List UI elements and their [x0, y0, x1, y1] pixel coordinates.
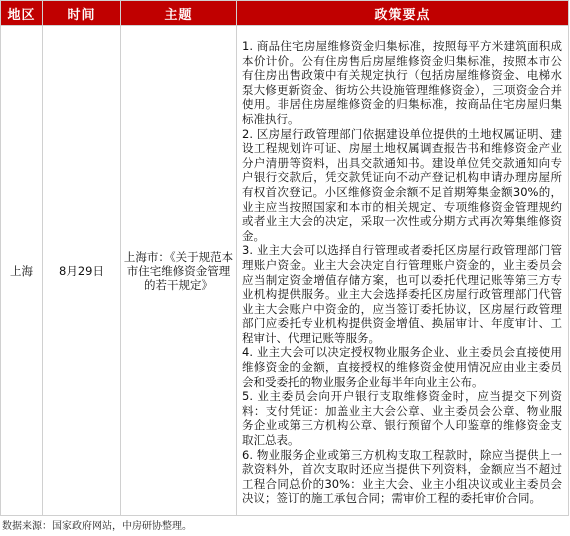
policy-point-3: 3. 业主大会可以选择自行管理或者委托区房屋行政管理部门管理账户资金。业主大会决定自行管理账户资金的，业主委员会应当制定资金增值存储方案，也可以委托代理记账等第三方专业机构提供服务。业主大会选择委托区房屋行政管理部门代管业主大会账户中资金的，应当签订委托协议，区房屋行政管理部门应委托专业机构提供资金增值、换届审计、年度审计、工程审计、代理记账等服务。	[242, 243, 562, 345]
header-points: 政策要点	[237, 1, 569, 26]
header-region: 地区	[1, 1, 43, 26]
cell-region: 上海	[1, 26, 43, 516]
cell-date: 8月29日	[43, 26, 121, 516]
header-date: 时间	[43, 1, 121, 26]
policy-point-6: 6. 物业服务企业或第三方机构支取工程款时，除应当提供上一款资料外，首次支取时还应当提供下列资料，金额应当不超过工程合同总价的30%：业主大会、业主小组决议或业主委员会决议；签订的施工承包合同；需审价工程的委托审价合同。	[242, 447, 562, 506]
policy-point-4: 4. 业主大会可以决定授权物业服务企业、业主委员会直接使用维修资金的金额，直接授权的维修资金使用情况应由业主委员会和受委托的物业服务企业每半年向业主公布。	[242, 345, 562, 389]
header-topic: 主题	[121, 1, 237, 26]
policy-point-2: 2. 区房屋行政管理部门依据建设单位提供的土地权属证明、建设工程规划许可证、房屋土地权属调查报告书和维修资金产业分户清册等资料，出具交款通知书。建设单位凭交款通知向专户银行交款后，凭交款凭证向不动产登记机构申请办理房屋所有权首次登记。小区维修资金余额不足首期筹集金额30%的，业主应当按照国家和本市的相关规定、专项维修资金管理规约或者业主大会的决定，采取一次性或分期方式再次筹集维修资金。	[242, 126, 562, 243]
table-row	[1, 26, 569, 516]
policy-point-5: 5. 业主委员会向开户银行支取维修资金时，应当提交下列资料：支付凭证：加盖业主大会公章、业主委员会公章、物业服务企业或第三方机构公章、银行预留个人印鉴章的维修资金支取汇总表。	[242, 389, 562, 448]
cell-topic: 上海市：《关于规范本市住宅维修资金管理的若干规定》	[121, 26, 237, 516]
source-note: 数据来源：国家政府网站，中房研协整理。	[2, 521, 192, 532]
cell-policy-points	[237, 26, 569, 516]
table-header-row	[1, 1, 569, 26]
policy-point-1: 1. 商品住宅房屋维修资金归集标准，按照每平方米建筑面积成本价计价。公有住房售后房屋维修资金归集标准，按照本市公有住房出售政策中有关规定执行（包括房屋维修资金、电梯水泵大修更新资金、街坊公共设施管理维修资金），三项资金合并使用。非居住房屋维修资金的归集标准，按商品住宅房屋归集标准执行。	[242, 39, 562, 126]
